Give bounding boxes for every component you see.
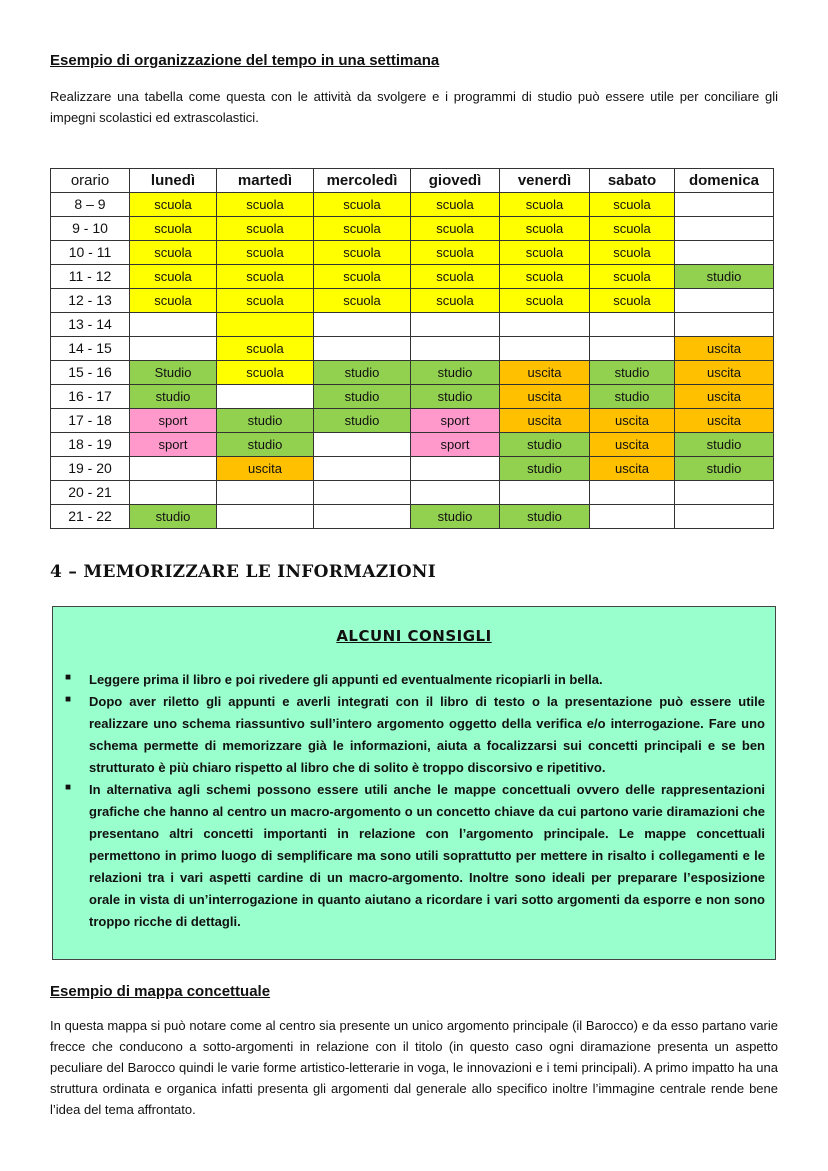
activity-cell: sport bbox=[411, 409, 500, 433]
activity-cell bbox=[314, 481, 411, 505]
activity-cell bbox=[590, 313, 675, 337]
activity-cell bbox=[130, 337, 217, 361]
activity-cell: studio bbox=[411, 505, 500, 529]
activity-cell: studio bbox=[314, 409, 411, 433]
activity-cell: scuola bbox=[130, 217, 217, 241]
activity-cell bbox=[675, 217, 774, 241]
table-row bbox=[51, 313, 774, 337]
map-section-text: In questa mappa si può notare come al centro sia presente un unico argomento principale (il Barocco) e da esso partano varie frecce che conducono a sotto-argomenti in relazione con il titolo (in questo caso ogni diramazione presenta un aspetto peculiare del Barocco quindi le varie forme artistico-letterarie in voga, le innovazioni e i temi principali). A primo impatto ha una struttura ordinata e organica infatti presenta gli argomenti dal generale allo specifico inoltre l’immagine centrale rende bene l’idea del tema affrontato. bbox=[50, 1018, 778, 1117]
table-row bbox=[51, 193, 774, 217]
activity-cell: scuola bbox=[500, 193, 590, 217]
timetable-body bbox=[51, 193, 774, 529]
activity-cell: scuola bbox=[411, 265, 500, 289]
activity-cell bbox=[314, 433, 411, 457]
table-row bbox=[51, 265, 774, 289]
activity-cell: studio bbox=[675, 265, 774, 289]
timetable-header-row bbox=[51, 169, 774, 193]
header-cell-time: orario bbox=[51, 169, 130, 193]
activity-cell: uscita bbox=[590, 433, 675, 457]
time-slot-cell: 14 - 15 bbox=[51, 337, 130, 361]
activity-cell bbox=[217, 313, 314, 337]
activity-cell: scuola bbox=[130, 241, 217, 265]
activity-cell bbox=[500, 313, 590, 337]
activity-cell: scuola bbox=[314, 289, 411, 313]
activity-cell: scuola bbox=[590, 241, 675, 265]
activity-cell: uscita bbox=[500, 361, 590, 385]
activity-cell: sport bbox=[411, 433, 500, 457]
activity-cell bbox=[314, 337, 411, 361]
table-row bbox=[51, 241, 774, 265]
tip-text: Leggere prima il libro e poi rivedere gli appunti ed eventualmente ricopiarli in bella. bbox=[89, 672, 603, 687]
table-row bbox=[51, 361, 774, 385]
activity-cell: uscita bbox=[675, 409, 774, 433]
time-slot-cell: 17 - 18 bbox=[51, 409, 130, 433]
memory-section-title: 4 – MEMORIZZARE LE INFORMAZIONI bbox=[50, 562, 436, 582]
time-slot-cell: 9 - 10 bbox=[51, 217, 130, 241]
table-row bbox=[51, 433, 774, 457]
header-cell-day: domenica bbox=[675, 169, 774, 193]
activity-cell bbox=[314, 505, 411, 529]
activity-cell: scuola bbox=[217, 289, 314, 313]
header-cell-day: venerdì bbox=[500, 169, 590, 193]
activity-cell: studio bbox=[314, 361, 411, 385]
activity-cell: scuola bbox=[590, 193, 675, 217]
table-row bbox=[51, 409, 774, 433]
activity-cell: studio bbox=[500, 433, 590, 457]
tips-box bbox=[52, 606, 776, 960]
activity-cell: uscita bbox=[675, 337, 774, 361]
activity-cell bbox=[590, 481, 675, 505]
activity-cell: studio bbox=[590, 385, 675, 409]
header-cell-day: martedì bbox=[217, 169, 314, 193]
activity-cell: Studio bbox=[130, 361, 217, 385]
activity-cell: scuola bbox=[590, 265, 675, 289]
activity-cell: studio bbox=[217, 409, 314, 433]
weekly-timetable bbox=[50, 168, 774, 529]
activity-cell: sport bbox=[130, 433, 217, 457]
activity-cell: scuola bbox=[217, 193, 314, 217]
square-bullet-icon: ■ bbox=[65, 782, 72, 793]
activity-cell: uscita bbox=[590, 457, 675, 481]
map-section-heading: Esempio di mappa concettuale bbox=[50, 983, 271, 1000]
tip-text: Dopo aver riletto gli appunti e averli integrati con il libro di testo o la presentazione può essere utile realizzare uno schema riassuntivo sull’intero argomento oggetto della verifica e/o interrogazione. Fare uno schema permette di memorizzare già le informazioni, aiuta a focalizzarsi sui concetti principali e se ben strutturato è più chiaro rispetto al libro che di solito è troppo discorsivo e ripetitivo. bbox=[89, 694, 765, 775]
activity-cell bbox=[314, 457, 411, 481]
activity-cell bbox=[675, 505, 774, 529]
activity-cell: scuola bbox=[500, 289, 590, 313]
activity-cell bbox=[500, 481, 590, 505]
tips-list bbox=[63, 669, 765, 933]
activity-cell: uscita bbox=[675, 361, 774, 385]
activity-cell: uscita bbox=[500, 409, 590, 433]
activity-cell bbox=[217, 481, 314, 505]
activity-cell: uscita bbox=[217, 457, 314, 481]
tips-title: ALCUNI CONSIGLI bbox=[336, 627, 492, 645]
table-row bbox=[51, 217, 774, 241]
activity-cell: scuola bbox=[217, 361, 314, 385]
activity-cell: scuola bbox=[411, 217, 500, 241]
tip-item bbox=[63, 669, 765, 691]
header-cell-day: sabato bbox=[590, 169, 675, 193]
activity-cell: scuola bbox=[411, 193, 500, 217]
activity-cell bbox=[314, 313, 411, 337]
table-row bbox=[51, 505, 774, 529]
activity-cell bbox=[590, 337, 675, 361]
time-slot-cell: 12 - 13 bbox=[51, 289, 130, 313]
activity-cell: sport bbox=[130, 409, 217, 433]
tip-item bbox=[63, 691, 765, 779]
header-cell-day: mercoledì bbox=[314, 169, 411, 193]
table-row bbox=[51, 481, 774, 505]
activity-cell: scuola bbox=[500, 217, 590, 241]
activity-cell: scuola bbox=[500, 241, 590, 265]
activity-cell: scuola bbox=[130, 265, 217, 289]
activity-cell: scuola bbox=[130, 193, 217, 217]
header-cell-day: lunedì bbox=[130, 169, 217, 193]
time-slot-cell: 19 - 20 bbox=[51, 457, 130, 481]
activity-cell: scuola bbox=[411, 241, 500, 265]
activity-cell: studio bbox=[130, 385, 217, 409]
activity-cell: studio bbox=[675, 433, 774, 457]
activity-cell: studio bbox=[500, 457, 590, 481]
square-bullet-icon: ■ bbox=[65, 694, 72, 705]
time-slot-cell: 10 - 11 bbox=[51, 241, 130, 265]
activity-cell: scuola bbox=[217, 337, 314, 361]
activity-cell bbox=[590, 505, 675, 529]
table-row bbox=[51, 385, 774, 409]
tip-item bbox=[63, 779, 765, 933]
activity-cell: studio bbox=[411, 361, 500, 385]
activity-cell: uscita bbox=[500, 385, 590, 409]
activity-cell: studio bbox=[500, 505, 590, 529]
activity-cell bbox=[411, 457, 500, 481]
activity-cell bbox=[217, 505, 314, 529]
activity-cell: scuola bbox=[217, 265, 314, 289]
activity-cell: studio bbox=[314, 385, 411, 409]
activity-cell: scuola bbox=[590, 217, 675, 241]
time-slot-cell: 8 – 9 bbox=[51, 193, 130, 217]
week-section-intro: Realizzare una tabella come questa con le attività da svolgere e i programmi di studio può essere utile per conciliare gli impegni scolastici ed extrascolastici. bbox=[50, 89, 778, 125]
activity-cell: studio bbox=[411, 385, 500, 409]
activity-cell bbox=[675, 241, 774, 265]
time-slot-cell: 18 - 19 bbox=[51, 433, 130, 457]
time-slot-cell: 11 - 12 bbox=[51, 265, 130, 289]
table-row bbox=[51, 337, 774, 361]
activity-cell bbox=[130, 313, 217, 337]
activity-cell bbox=[411, 337, 500, 361]
time-slot-cell: 15 - 16 bbox=[51, 361, 130, 385]
activity-cell bbox=[675, 289, 774, 313]
activity-cell: scuola bbox=[314, 265, 411, 289]
activity-cell: scuola bbox=[590, 289, 675, 313]
time-slot-cell: 21 - 22 bbox=[51, 505, 130, 529]
table-row bbox=[51, 457, 774, 481]
activity-cell bbox=[217, 385, 314, 409]
activity-cell: scuola bbox=[217, 217, 314, 241]
activity-cell bbox=[411, 481, 500, 505]
activity-cell bbox=[675, 481, 774, 505]
activity-cell bbox=[675, 193, 774, 217]
tip-text: In alternativa agli schemi possono essere utili anche le mappe concettuali ovvero delle rappresentazioni grafiche che hanno al centro un macro-argomento o un concetto chiave da cui partono varie diramazioni che presentano altri concetti importanti in relazione con l’argomento principale. Le mappe concettuali permettono in primo luogo di semplificare ma sono utili soprattutto per mettere in risalto i collegamenti e le relazioni tra i vari aspetti cardine di un macro-argomento. Inoltre sono ideali per preparare l’esposizione orale in vista di un’interrogazione in quanto aiutano a ricordare i vari sotto argomenti da esporre e non sono troppo ricche di dettagli. bbox=[89, 782, 765, 929]
activity-cell: uscita bbox=[590, 409, 675, 433]
activity-cell bbox=[130, 457, 217, 481]
activity-cell: scuola bbox=[130, 289, 217, 313]
week-section-heading: Esempio di organizzazione del tempo in una settimana bbox=[50, 52, 440, 69]
activity-cell: scuola bbox=[411, 289, 500, 313]
activity-cell bbox=[411, 313, 500, 337]
activity-cell: studio bbox=[675, 457, 774, 481]
time-slot-cell: 13 - 14 bbox=[51, 313, 130, 337]
activity-cell: scuola bbox=[217, 241, 314, 265]
activity-cell: scuola bbox=[314, 193, 411, 217]
activity-cell: scuola bbox=[314, 217, 411, 241]
activity-cell bbox=[500, 337, 590, 361]
time-slot-cell: 16 - 17 bbox=[51, 385, 130, 409]
table-row bbox=[51, 289, 774, 313]
activity-cell: scuola bbox=[314, 241, 411, 265]
activity-cell: studio bbox=[130, 505, 217, 529]
activity-cell bbox=[130, 481, 217, 505]
activity-cell: uscita bbox=[675, 385, 774, 409]
activity-cell bbox=[675, 313, 774, 337]
activity-cell: scuola bbox=[500, 265, 590, 289]
square-bullet-icon: ■ bbox=[65, 672, 72, 683]
header-cell-day: giovedì bbox=[411, 169, 500, 193]
time-slot-cell: 20 - 21 bbox=[51, 481, 130, 505]
activity-cell: studio bbox=[590, 361, 675, 385]
activity-cell: studio bbox=[217, 433, 314, 457]
